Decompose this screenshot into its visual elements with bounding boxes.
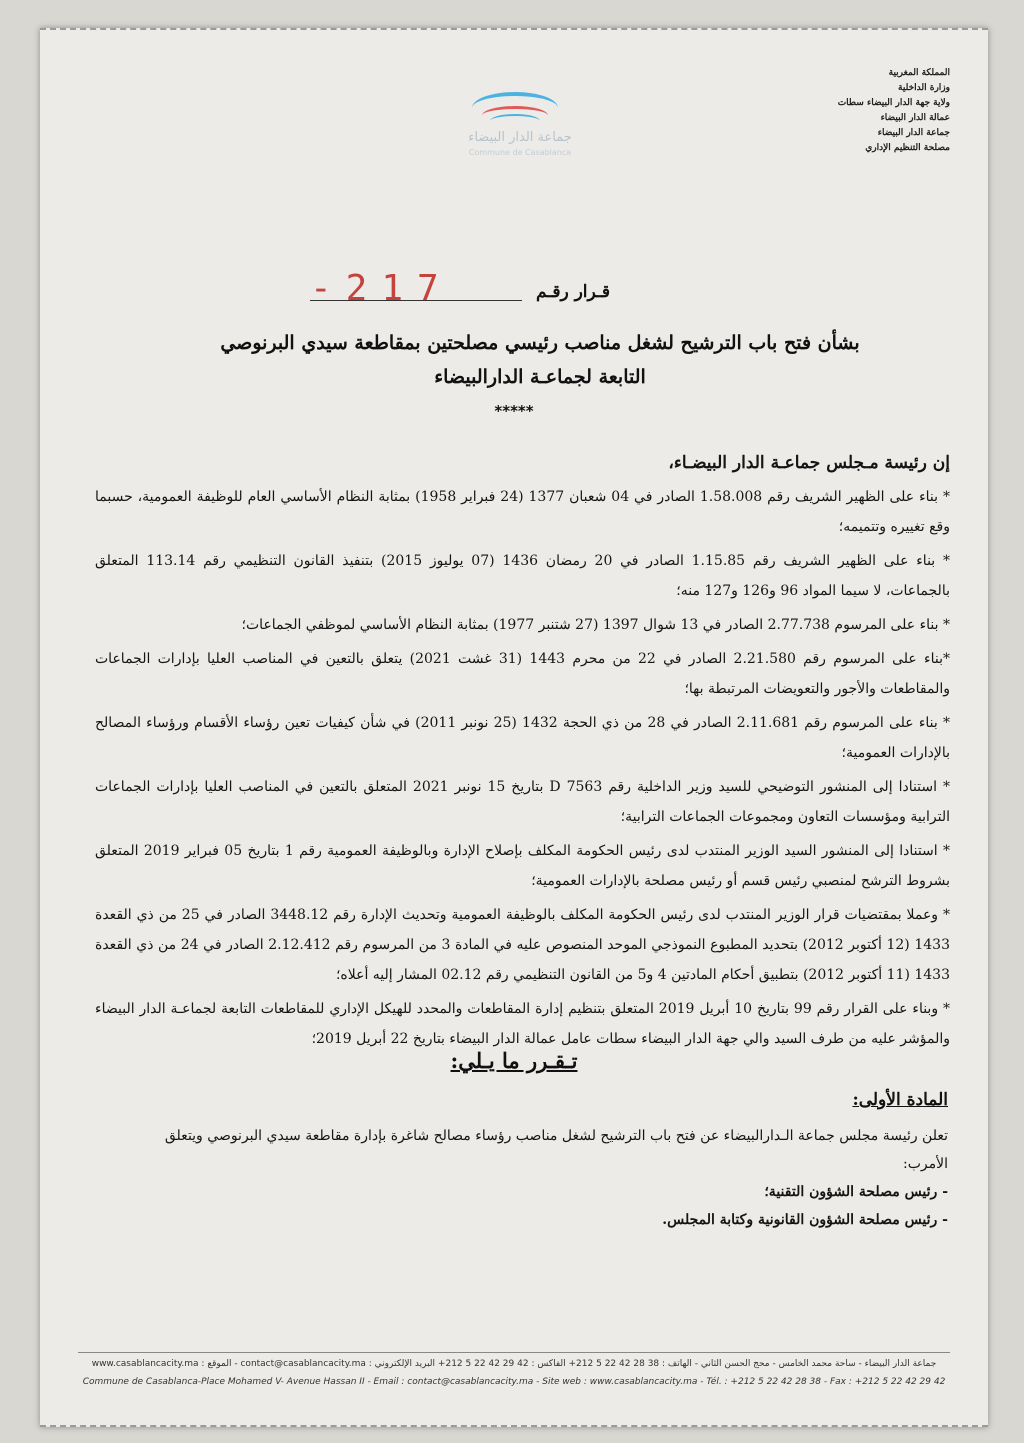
- basis-paragraph: * بناء على المرسوم 2.77.738 الصادر في 13 شوال 1397 (27 شتنبر 1977) بمثابة النظام الأساسي لموظفي الجماعات؛: [241, 617, 950, 633]
- intro-line: إن رئيسة مـجلس جماعـة الدار البيضـاء،: [668, 453, 950, 473]
- legal-basis: [95, 448, 950, 1058]
- decision-number-value: -217: [310, 268, 453, 309]
- basis-paragraph: * استنادا إلى المنشور التوضيحي للسيد وزير الداخلية رقم 7563 D بتاريخ 15 نونبر 2021 المتعلق بالتعين في المناصب العليا بإدارات الجماعات الترابية ومؤسسات التعاون ومجموعات الجماعات الترابية؛: [95, 779, 951, 825]
- header-line: عمالة الدار البيضاء: [880, 113, 950, 123]
- logo-text: جماعة الدار البيضاء: [468, 130, 572, 145]
- article-1-item: - رئيس مصلحة الشؤون التقنية؛: [764, 1184, 948, 1200]
- header-line: جماعة الدار البيضاء: [877, 128, 950, 138]
- footer: [78, 1352, 950, 1387]
- header-line: المملكة المغربية: [888, 68, 950, 78]
- casablanca-logo: [430, 92, 610, 162]
- basis-paragraph: * بناء على الظهير الشريف رقم 1.58.008 الصادر في 04 شعبان 1377 (24 فبراير 1958) بمثابة النظام الأساسي العام للوظيفة العمومية، حسبما وقع تغييره وتتميمه؛: [95, 489, 950, 535]
- footer-arabic: جماعة الدار البيضاء - ساحة محمد الخامس - محج الحسن الثاني - الهاتف : 38 28 42 22 5 212+ الفاكس : 42 29 42 22 5 212+ البريد الإلكتروني : contact@casablancacity.ma - الموقع : www.casablancacity.ma: [91, 1359, 937, 1369]
- decision-number: [290, 268, 610, 312]
- footer-french: Commune de Casablanca-Place Mohamed V- Avenue Hassan II - Email : contact@casablancacity.ma - Site web : www.casablancacity.ma - Tél. : +212 5 22 42 28 38 - Fax : +212 5 22 42 29 42: [82, 1377, 946, 1387]
- decision-label: قـرار رقـم: [536, 282, 610, 302]
- logo-subtext: Commune de Casablanca: [468, 148, 572, 157]
- basis-paragraph: * وعملا بمقتضيات قرار الوزير المنتدب لدى رئيس الحكومة المكلف بالوظيفة العمومية وتحديث الإدارة رقم 3448.12 الصادر في 25 من ذي القعدة 1433 (12 أكتوبر 2012) بتحديد المطبوع النموذجي الموحد المنصوص عليه في المادة 3 من المرسوم رقم 2.12.412 الصادر في 24 من ذي القعدة 1433 (11 أكتوبر 2012) بتطبيق أحكام المادتين 4 و5 من القانون التنظيمي رقم 02.12 المشار إليه أعلاه؛: [95, 907, 950, 983]
- basis-paragraph: * بناء على الظهير الشريف رقم 1.15.85 الصادر في 20 رمضان 1436 (07 يوليوز 2015) بتنفيذ القانون التنظيمي رقم 113.14 المتعلق بالجماعات، لا سيما المواد 96 و126 و127 منه؛: [95, 553, 950, 599]
- basis-paragraph: * بناء على المرسوم رقم 2.11.681 الصادر في 28 من ذي الحجة 1432 (25 نونبر 2011) في شأن كيفيات تعين رؤساء الأقسام ورؤساء المصالح بالإدارات العمومية؛: [95, 715, 950, 761]
- article-1-title: المادة الأولى:: [852, 1090, 948, 1110]
- article-1-item: - رئيس مصلحة الشؤون القانونية وكتابة المجلس.: [662, 1212, 948, 1228]
- logo-arc-blue-small: [490, 114, 540, 128]
- article-1-body: [128, 1122, 948, 1234]
- basis-paragraph: *بناء على المرسوم رقم 2.21.580 الصادر في 22 من محرم 1443 (31 غشت 2021) يتعلق بالتعين في المناصب العليا بإدارات الجماعات والمقاطعات والأجور والتعويضات المرتبطة بها؛: [95, 651, 950, 697]
- header-line: مصلحة التنظيم الإداري: [865, 143, 950, 153]
- header-line: ولاية جهة الدار البيضاء سطات: [837, 98, 950, 108]
- decides-heading: تـقـرر ما يـلي:: [450, 1048, 578, 1073]
- basis-paragraph: * استنادا إلى المنشور السيد الوزير المنتدب لدى رئيس الحكومة المكلف بإصلاح الإدارة وبالوظيفة العمومية رقم 1 بتاريخ 05 فبراير 2019 المتعلق بشروط الترشح لمنصبي رئيس قسم أو رئيس مصلحة بالإدارات العمومية؛: [95, 843, 950, 889]
- title-line-1: بشأن فتح باب الترشيح لشغل مناصب رئيسي مصلحتين بمقاطعة سيدي البرنوصي: [220, 332, 860, 354]
- article-1-text: تعلن رئيسة مجلس جماعة الـدارالبيضاء عن فتح باب الترشيح لشغل مناصب رؤساء مصالح شاغرة بإدارة مقاطعة سيدي البرنوصي ويتعلق الأمرب:: [164, 1128, 948, 1172]
- document-page: [40, 28, 988, 1427]
- title-line-2: التابعة لجماعـة الدارالبيضاء: [434, 366, 646, 388]
- basis-paragraph: * وبناء على القرار رقم 99 بتاريخ 10 أبريل 2019 المتعلق بتنظيم إدارة المقاطعات والمحدد للهيكل الإداري للمقاطعات التابعة لجماعـة الدار البيضاء والمؤشر عليه من طرف السيد والي جهة الدار البيضاء سطات عامل عمالة الدار البيضاء بتاريخ 22 أبريل 2019؛: [95, 1001, 950, 1047]
- title-stars: *****: [494, 402, 534, 420]
- header-line: وزارة الداخلية: [898, 83, 950, 93]
- issuer-header: [750, 66, 950, 156]
